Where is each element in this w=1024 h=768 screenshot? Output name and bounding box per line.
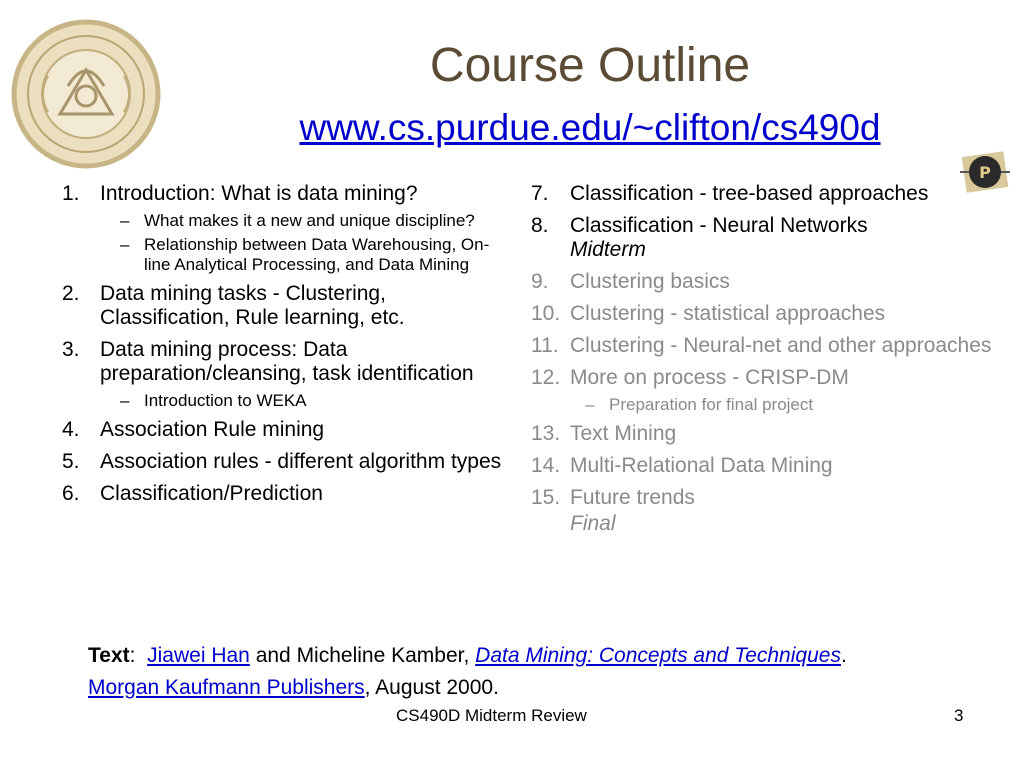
textbook-citation: Text: Jiawei Han and Micheline Kamber, Data Mining: Concepts and Techniques. Morgan Kaufmann Publishers, August 2000. (88, 644, 847, 699)
outline-item-10: 10. Clustering - statistical approaches (531, 302, 886, 325)
outline-item-7: 7. Classification - tree-based approaches (531, 182, 929, 205)
book-link[interactable]: Data Mining: Concepts and Techniques (475, 644, 841, 667)
page-number: 3 (954, 706, 964, 725)
author-link[interactable]: Jiawei Han (147, 644, 250, 667)
purdue-seal-icon (8, 16, 164, 172)
outline-item-5: 5. Association rules - different algorithm types (62, 450, 502, 473)
midterm-note: Midterm (570, 238, 646, 261)
outline-item-14: 14. Multi-Relational Data Mining (531, 454, 833, 477)
outline-item-2: 2. Data mining tasks - Clustering, Classification, Rule learning, etc. (62, 282, 405, 329)
outline-item-13: 13. Text Mining (531, 422, 677, 445)
citation-label: Text (88, 644, 130, 667)
outline-item-12: 12. More on process - CRISP-DM (531, 366, 849, 389)
outline-subitem: – Preparation for final project (585, 395, 814, 414)
outline-item-4: 4. Association Rule mining (62, 418, 325, 441)
outline-subitem: – What makes it a new and unique discipline? (120, 211, 475, 230)
outline-item-6: 6. Classification/Prediction (62, 482, 323, 505)
footer-title: CS490D Midterm Review (396, 706, 587, 725)
svg-text:P: P (979, 163, 991, 182)
final-note: Final (570, 512, 616, 535)
outline-item-3: 3. Data mining process: Data preparation/cleansing, task identification (62, 338, 474, 385)
outline-item-11: 11. Clustering - Neural-net and other approaches (531, 334, 992, 357)
course-url-link[interactable]: www.cs.purdue.edu/~clifton/cs490d (299, 107, 881, 148)
outline-left-column (62, 182, 502, 514)
outline-subitem: – Relationship between Data Warehousing, On-line Analytical Processing, and Data Mining (120, 235, 490, 274)
publisher-link[interactable]: Morgan Kaufmann Publishers (88, 676, 365, 699)
outline-item-15: 15. Future trends (531, 486, 695, 509)
outline-item-9: 9. Clustering basics (531, 270, 730, 293)
course-url (160, 106, 1020, 150)
outline-right-column (531, 182, 1001, 536)
slide-title: Course Outline (429, 39, 751, 92)
outline-item-1: 1. Introduction: What is data mining? (62, 182, 418, 205)
outline-item-8: 8. Classification - Neural Networks Midterm (531, 214, 868, 261)
outline-subitem: – Introduction to WEKA (120, 391, 307, 410)
